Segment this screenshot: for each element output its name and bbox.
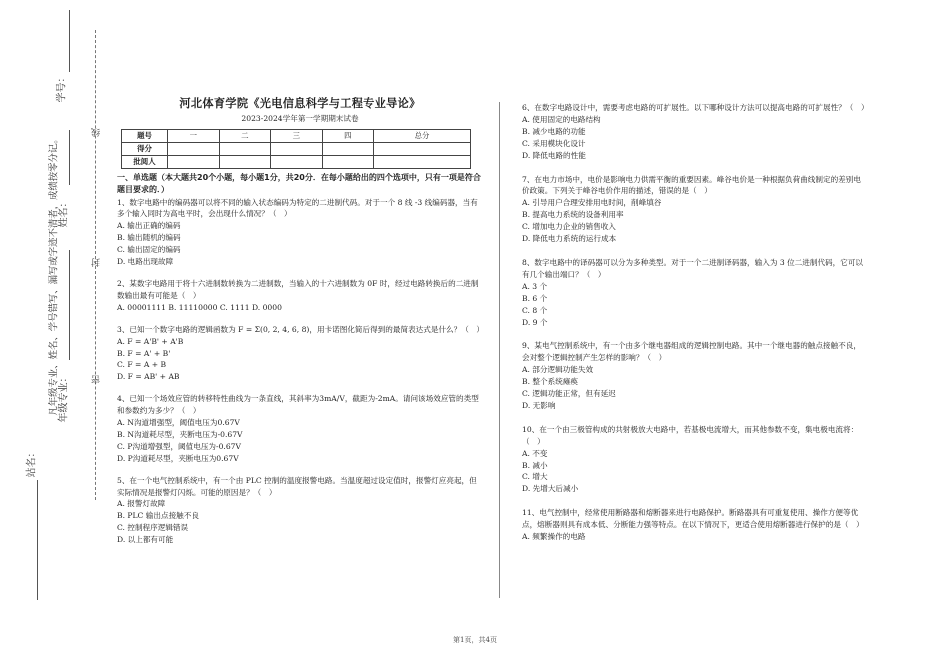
reviewer-row-label: 批阅人 xyxy=(122,155,168,168)
question-stem: 8、数字电路中的译码器可以分为多种类型。对于一个二进制译码器，输入为 3 位二进制代码，它可以有几个输出端口？（ ） xyxy=(522,257,864,279)
left-column xyxy=(117,98,483,556)
score-cell[interactable] xyxy=(168,142,220,155)
cut-mark: 封 xyxy=(92,258,102,267)
question xyxy=(522,340,867,411)
right-column xyxy=(522,102,867,555)
question-option: A. 输出正确的编码 xyxy=(117,221,181,231)
question xyxy=(117,197,483,268)
student-id-line xyxy=(69,10,70,72)
question-option: D. 以上都有可能 xyxy=(117,535,174,545)
question-option: D. 9 个 xyxy=(522,317,548,327)
school-line xyxy=(37,480,38,600)
score-table xyxy=(121,129,471,169)
score-cell[interactable] xyxy=(219,142,271,155)
school-label: 站名： xyxy=(26,447,38,478)
score-header-cell: 三 xyxy=(271,129,323,142)
question xyxy=(522,424,867,495)
question-option: B. 整个系统瘫痪 xyxy=(522,377,578,387)
name-label: 姓名： xyxy=(58,197,70,228)
line-mark: 线 xyxy=(92,128,102,137)
score-cell[interactable] xyxy=(271,142,323,155)
reviewer-cell[interactable] xyxy=(168,155,220,168)
question-option: B. 提高电力系统的设备利用率 xyxy=(522,210,624,220)
question-stem: 5、在一个电气控制系统中，有一个由 PLC 控制的温度报警电路。当温度超过设定值时，报警灯应亮起，但实际情况是报警灯闪烁。可能的原因是？（ ） xyxy=(117,475,477,497)
score-header-cell: 二 xyxy=(219,129,271,142)
score-header-cell: 一 xyxy=(168,129,220,142)
question-stem: 9、某电气控制系统中，有一个由多个继电器组成的逻辑控制电路。其中一个继电器的触点接触不良，会对整个逻辑控制产生怎样的影响？（ ） xyxy=(522,341,861,363)
question-option: D. P沟道耗尽型，夹断电压为0.67V xyxy=(117,453,239,463)
question-option: C. F = A + B xyxy=(117,360,167,370)
question xyxy=(522,102,867,162)
page-footer: 第1页，共4页 xyxy=(453,636,497,644)
question-option: A. 引导用户合理安排用电时间，削峰填谷 xyxy=(522,198,662,208)
score-cell[interactable] xyxy=(374,142,471,155)
question-stem: 7、在电力市场中，电价是影响电力供需平衡的重要因素。峰谷电价是一种根据负荷曲线制定的差别电价政策。下列关于峰谷电价作用的描述，错误的是（ ） xyxy=(522,174,861,196)
question xyxy=(117,393,483,464)
column-divider xyxy=(499,102,500,598)
question-option: D. 先增大后减小 xyxy=(522,484,579,494)
question-option: A. 频繁操作的电路 xyxy=(522,532,586,542)
score-row xyxy=(122,142,471,155)
question-stem: 11、电气控制中，经常使用断路器和熔断器来进行电路保护。断路器具有可重复使用、操作方便等优点，熔断器则具有成本低、分断能力强等特点。在以下情况下，更适合使用熔断器进行保护的是（ ） xyxy=(522,508,864,530)
score-header-cell: 总分 xyxy=(374,129,471,142)
grade-major-line xyxy=(69,250,70,360)
question-option: D. 电路出现故障 xyxy=(117,257,174,267)
question-option: B. 输出随机的编码 xyxy=(117,233,181,243)
question-option: C. 采用模块化设计 xyxy=(522,138,586,148)
reviewer-cell[interactable] xyxy=(271,155,323,168)
question-option: B. N沟道耗尽型，夹断电压为-0.67V xyxy=(117,429,243,439)
question-option: A. 部分逻辑功能失效 xyxy=(522,365,594,375)
question-option: C. 增大 xyxy=(522,472,548,482)
question-option: C. 8 个 xyxy=(522,305,548,315)
question-option: A. 不变 xyxy=(522,448,548,458)
question-option: A. 00001111 B. 11110000 C. 1111 D. 0000 xyxy=(117,302,282,312)
reviewer-row xyxy=(122,155,471,168)
reviewer-cell[interactable] xyxy=(322,155,374,168)
notice-text: 凡年级专业、姓名、学号错写、漏写或字迹不清者，成绩按零分记。 xyxy=(48,134,60,416)
question-option: B. 6 个 xyxy=(522,293,548,303)
exam-title: 河北体育学院《光电信息科学与工程专业导论》 xyxy=(179,97,421,110)
question-option: B. 减小 xyxy=(522,460,548,470)
reviewer-cell[interactable] xyxy=(219,155,271,168)
question-stem: 3、已知一个数字电路的逻辑函数为 F = Σ(0, 2, 4, 6, 8)，用卡诺图化简后得到的最简表达式是什么？（ ） xyxy=(117,324,485,334)
question-stem: 10、在一个由三极管构成的共射极放大电路中，若基极电流增大，而其他参数不变，集电极电流将：（ ） xyxy=(522,424,859,446)
question xyxy=(117,324,483,384)
score-cell[interactable] xyxy=(322,142,374,155)
question-stem: 2、某数字电路用于将十六进制数转换为二进制数，当输入的十六进制数为 0F 时，经过电路转换后的二进制数输出最有可能是（ ） xyxy=(117,278,479,300)
question-option: D. 无影响 xyxy=(522,400,556,410)
question-option: D. 降低电路的性能 xyxy=(522,150,586,160)
question-option: C. 逻辑功能正常，但有延迟 xyxy=(522,389,616,399)
question xyxy=(522,174,867,245)
exam-subtitle: 2023-2024学年第一学期期末试卷 xyxy=(241,113,359,123)
question-option: C. P沟道增强型，阈值电压为-0.67V xyxy=(117,441,241,451)
question-option: D. F = AB' + AB xyxy=(117,372,180,382)
question-option: A. 报警灯故障 xyxy=(117,499,166,509)
question-stem: 1、数字电路中的编码器可以将不同的输入状态编码为特定的二进制代码。对于一个 8 线 -3 线编码器，当有多个输入同时为高电平时，会出现什么情况？（ ） xyxy=(117,197,478,219)
question xyxy=(117,475,483,546)
question-option: B. PLC 输出点接触不良 xyxy=(117,511,199,521)
question-stem: 4、已知一个场效应管的转移特性曲线为一条直线，其斜率为3mA/V，截距为-2mA。请问该场效应管的类型和参数约为多少？（ ） xyxy=(117,394,479,416)
question xyxy=(522,507,867,543)
question-option: B. 减少电路的功能 xyxy=(522,126,586,136)
question-option: B. F = A' + B' xyxy=(117,348,171,358)
seal-mark: 密 xyxy=(92,375,102,384)
question-option: C. 输出固定的编码 xyxy=(117,245,181,255)
question xyxy=(522,257,867,328)
score-row-label: 得分 xyxy=(122,142,168,155)
question-option: C. 增加电力企业的销售收入 xyxy=(522,222,616,232)
question-stem: 6、在数字电路设计中，需要考虑电路的可扩展性。以下哪种设计方法可以提高电路的可扩展性？（ ） xyxy=(522,103,869,112)
section-heading: 一、单选题（本大题共20个小题，每小题1分，共20分．在每小题给出的四个选项中，只有一项是符合题目要求的．） xyxy=(117,172,481,194)
question-option: A. N沟道增强型，阈值电压为0.67V xyxy=(117,418,240,428)
question-option: A. F = A'B' + A'B xyxy=(117,336,184,346)
grade-major-label: 年级专业： xyxy=(58,372,70,423)
name-line xyxy=(69,130,70,185)
score-header-cell: 四 xyxy=(322,129,374,142)
question-option: D. 降低电力系统的运行成本 xyxy=(522,234,617,244)
question-option: A. 使用固定的电路结构 xyxy=(522,114,601,124)
reviewer-cell[interactable] xyxy=(374,155,471,168)
question xyxy=(117,278,483,314)
question-option: C. 控制程序逻辑错误 xyxy=(117,523,189,533)
question-option: A. 3 个 xyxy=(522,281,548,291)
score-header-cell: 题号 xyxy=(122,129,168,142)
score-table-header-row xyxy=(122,129,471,142)
binding-margin xyxy=(0,0,110,672)
student-id-label: 学号： xyxy=(56,72,68,103)
